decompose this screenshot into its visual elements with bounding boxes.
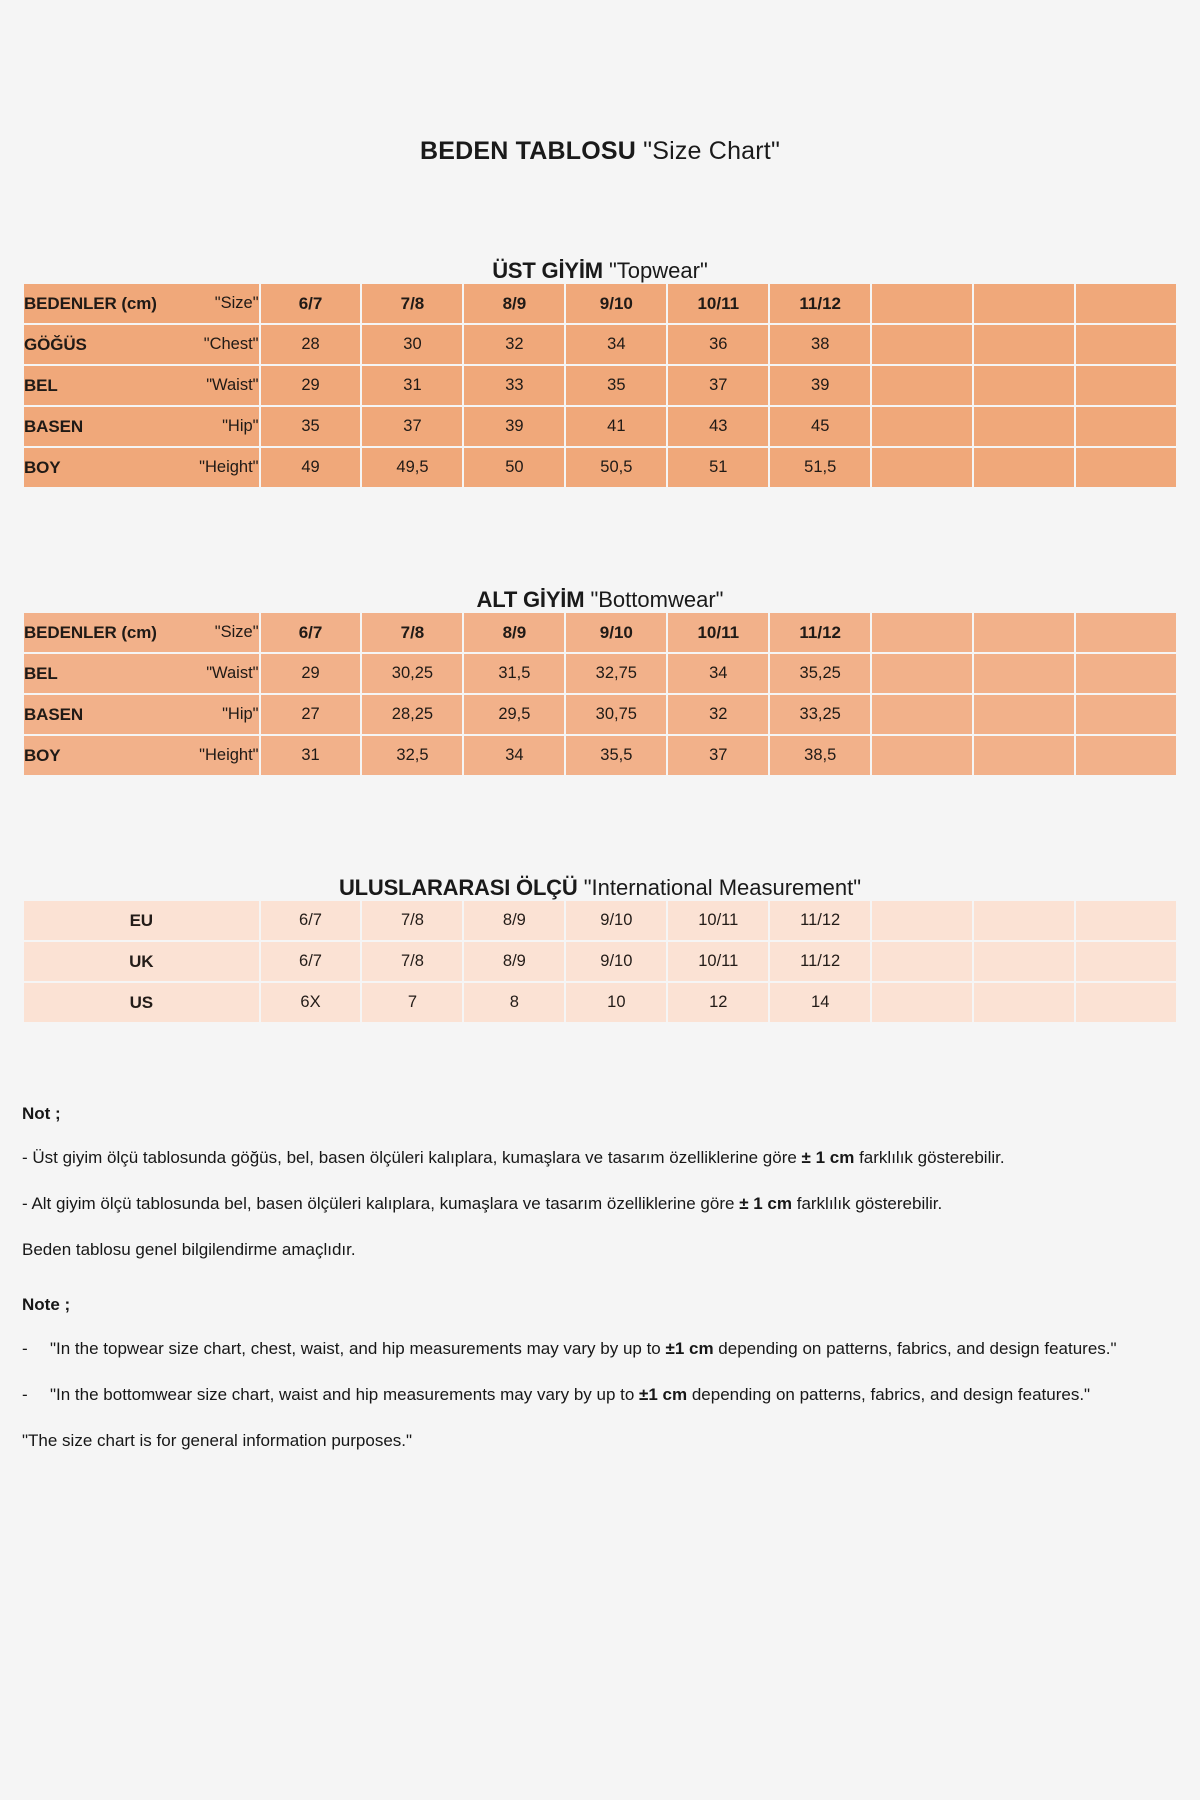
- international-size-table: [22, 899, 1178, 1024]
- topwear-title-english: "Topwear": [609, 258, 708, 283]
- table-row: [24, 983, 1176, 1022]
- region-label-cell: [24, 983, 259, 1022]
- row-label-cell: [24, 654, 259, 693]
- measurement-cell: 28,25: [362, 695, 462, 734]
- empty-cell: [1076, 448, 1176, 487]
- row-label-english: "Hip": [222, 417, 259, 435]
- empty-cell: [974, 613, 1074, 652]
- table-row: [24, 695, 1176, 734]
- measurement-cell: 38,5: [770, 736, 870, 775]
- measurement-cell: 34: [566, 325, 666, 364]
- empty-cell: [974, 325, 1074, 364]
- bullet-dash-icon: -: [22, 1338, 28, 1358]
- row-label-wrap: [24, 376, 259, 396]
- bottomwear-size-table: [22, 611, 1178, 777]
- empty-cell: [872, 366, 972, 405]
- row-label-turkish: BOY: [24, 745, 61, 765]
- measurement-cell: 45: [770, 407, 870, 446]
- empty-cell: [872, 901, 972, 940]
- header-label-cell: [24, 613, 259, 652]
- note-en-item-2: [22, 1383, 1178, 1407]
- measurement-cell: 41: [566, 407, 666, 446]
- header-size-cell: 11/12: [770, 284, 870, 323]
- table-row: [24, 325, 1176, 364]
- measurement-cell: 32,5: [362, 736, 462, 775]
- measurement-cell: 35,5: [566, 736, 666, 775]
- empty-cell: [974, 448, 1074, 487]
- measurement-cell: 37: [668, 366, 768, 405]
- header-size-cell: 10/11: [668, 613, 768, 652]
- page-title: [22, 0, 1178, 164]
- table-row: [24, 901, 1176, 940]
- empty-cell: [872, 942, 972, 981]
- empty-cell: [1076, 366, 1176, 405]
- row-label-wrap: [24, 294, 259, 314]
- row-label-turkish: BEDENLER (cm): [24, 622, 157, 642]
- measurement-cell: 31: [261, 736, 361, 775]
- measurement-cell: 36: [668, 325, 768, 364]
- topwear-size-table: [22, 282, 1178, 489]
- empty-cell: [974, 654, 1074, 693]
- table-row: [24, 448, 1176, 487]
- note-tr-1-emphasis: ± 1 cm: [801, 1148, 855, 1168]
- table-row: [24, 407, 1176, 446]
- empty-cell: [1076, 325, 1176, 364]
- empty-cell: [1076, 284, 1176, 323]
- note-en-item-1: [22, 1337, 1178, 1361]
- region-label: UK: [129, 951, 154, 971]
- measurement-cell: 49: [261, 448, 361, 487]
- measurement-cell: 31,5: [464, 654, 564, 693]
- table-row: [24, 366, 1176, 405]
- bullet-dash-icon: -: [22, 1384, 28, 1404]
- note-tr-item-1: [22, 1146, 1178, 1170]
- empty-cell: [1076, 983, 1176, 1022]
- measurement-cell: 32: [668, 695, 768, 734]
- size-equivalent-cell: 11/12: [770, 942, 870, 981]
- note-tr-1-text-b: farklılık gösterebilir.: [854, 1148, 1005, 1168]
- row-label-cell: [24, 407, 259, 446]
- row-label-turkish: BEL: [24, 375, 58, 395]
- size-equivalent-cell: 8/9: [464, 942, 564, 981]
- row-label-cell: [24, 695, 259, 734]
- measurement-cell: 29: [261, 654, 361, 693]
- note-tr-2-text-b: farklılık gösterebilir.: [792, 1194, 943, 1214]
- size-equivalent-cell: 7: [362, 983, 462, 1022]
- measurement-cell: 34: [668, 654, 768, 693]
- measurement-cell: 35,25: [770, 654, 870, 693]
- empty-cell: [872, 613, 972, 652]
- empty-cell: [872, 448, 972, 487]
- measurement-cell: 35: [566, 366, 666, 405]
- note-tr-1-text-a: - Üst giyim ölçü tablosunda göğüs, bel, basen ölçüleri kalıplara, kumaşlara ve tasarım özelliklerine göre: [22, 1148, 802, 1168]
- header-label-cell: [24, 284, 259, 323]
- topwear-section-title: [22, 164, 1178, 282]
- region-label: EU: [129, 910, 153, 930]
- measurement-cell: 39: [464, 407, 564, 446]
- empty-cell: [974, 901, 1074, 940]
- table-row: [24, 736, 1176, 775]
- header-size-cell: 7/8: [362, 284, 462, 323]
- measurement-cell: 31: [362, 366, 462, 405]
- region-label: US: [129, 992, 153, 1012]
- note-en-1-text: [50, 1337, 1178, 1361]
- empty-cell: [1076, 654, 1176, 693]
- empty-cell: [1076, 695, 1176, 734]
- measurement-cell: 43: [668, 407, 768, 446]
- empty-cell: [1076, 736, 1176, 775]
- empty-cell: [974, 695, 1074, 734]
- measurement-cell: 30: [362, 325, 462, 364]
- empty-cell: [1076, 942, 1176, 981]
- empty-cell: [974, 407, 1074, 446]
- bottomwear-table-body: [24, 613, 1176, 775]
- empty-cell: [872, 736, 972, 775]
- empty-cell: [974, 284, 1074, 323]
- measurement-cell: 39: [770, 366, 870, 405]
- table-header-row: [24, 284, 1176, 323]
- row-label-wrap: [24, 417, 259, 437]
- row-label-cell: [24, 736, 259, 775]
- row-label-cell: [24, 325, 259, 364]
- row-label-english: "Size": [214, 623, 259, 641]
- empty-cell: [872, 983, 972, 1022]
- size-equivalent-cell: 9/10: [566, 942, 666, 981]
- row-label-turkish: GÖĞÜS: [24, 334, 87, 354]
- table-row: [24, 942, 1176, 981]
- size-equivalent-cell: 10/11: [668, 901, 768, 940]
- empty-cell: [872, 407, 972, 446]
- size-equivalent-cell: 6X: [261, 983, 361, 1022]
- row-label-turkish: BASEN: [24, 416, 84, 436]
- bottomwear-title-english: "Bottomwear": [590, 587, 724, 612]
- row-label-wrap: [24, 705, 259, 725]
- header-size-cell: 11/12: [770, 613, 870, 652]
- empty-cell: [872, 654, 972, 693]
- row-label-turkish: BASEN: [24, 704, 84, 724]
- row-label-turkish: BOY: [24, 457, 61, 477]
- row-label-wrap: [24, 746, 259, 766]
- measurement-cell: 33,25: [770, 695, 870, 734]
- header-size-cell: 6/7: [261, 284, 361, 323]
- row-label-turkish: BEDENLER (cm): [24, 293, 157, 313]
- measurement-cell: 37: [668, 736, 768, 775]
- note-tr-2-emphasis: ± 1 cm: [739, 1194, 792, 1214]
- header-size-cell: 8/9: [464, 613, 564, 652]
- empty-cell: [1076, 901, 1176, 940]
- row-label-english: "Hip": [222, 705, 259, 723]
- header-size-cell: 9/10: [566, 284, 666, 323]
- size-equivalent-cell: 8: [464, 983, 564, 1022]
- region-label-cell: [24, 942, 259, 981]
- empty-cell: [974, 942, 1074, 981]
- measurement-cell: 37: [362, 407, 462, 446]
- note-en-2-emphasis: ±1 cm: [639, 1384, 688, 1404]
- note-tr-item-2: [22, 1192, 1178, 1216]
- measurement-cell: 51,5: [770, 448, 870, 487]
- row-label-cell: [24, 366, 259, 405]
- measurement-cell: 30,75: [566, 695, 666, 734]
- measurement-cell: 49,5: [362, 448, 462, 487]
- measurement-cell: 50,5: [566, 448, 666, 487]
- row-label-wrap: [24, 335, 259, 355]
- size-equivalent-cell: 8/9: [464, 901, 564, 940]
- international-title-english: "International Measurement": [583, 875, 862, 900]
- measurement-cell: 30,25: [362, 654, 462, 693]
- topwear-table-body: [24, 284, 1176, 487]
- measurement-cell: 32,75: [566, 654, 666, 693]
- size-equivalent-cell: 11/12: [770, 901, 870, 940]
- measurement-cell: 32: [464, 325, 564, 364]
- note-en-1-emphasis: ±1 cm: [665, 1338, 714, 1358]
- row-label-english: "Waist": [206, 664, 259, 682]
- header-size-cell: 6/7: [261, 613, 361, 652]
- measurement-cell: 33: [464, 366, 564, 405]
- international-section-title: [22, 877, 1178, 899]
- note-en-1-text-a: "In the topwear size chart, chest, waist, and hip measurements may vary by up to: [50, 1338, 666, 1358]
- international-table-body: [24, 901, 1176, 1022]
- row-label-english: "Height": [199, 746, 259, 764]
- topwear-title-turkish: ÜST GİYİM: [492, 258, 603, 283]
- measurement-cell: 34: [464, 736, 564, 775]
- size-equivalent-cell: 7/8: [362, 942, 462, 981]
- measurement-cell: 29: [261, 366, 361, 405]
- note-en-2-text-a: "In the bottomwear size chart, waist and hip measurements may vary by up to: [50, 1384, 640, 1404]
- size-equivalent-cell: 14: [770, 983, 870, 1022]
- size-equivalent-cell: 10: [566, 983, 666, 1022]
- empty-cell: [974, 983, 1074, 1022]
- size-equivalent-cell: 6/7: [261, 901, 361, 940]
- page-title-english: "Size Chart": [643, 137, 781, 165]
- empty-cell: [872, 695, 972, 734]
- row-label-wrap: [24, 458, 259, 478]
- table-row: [24, 654, 1176, 693]
- empty-cell: [1076, 407, 1176, 446]
- notes-section: [22, 1024, 1178, 1453]
- empty-cell: [872, 325, 972, 364]
- empty-cell: [1076, 613, 1176, 652]
- note-en-item-3: "The size chart is for general information purposes.": [22, 1430, 413, 1450]
- measurement-cell: 51: [668, 448, 768, 487]
- header-size-cell: 9/10: [566, 613, 666, 652]
- measurement-cell: 28: [261, 325, 361, 364]
- header-size-cell: 8/9: [464, 284, 564, 323]
- row-label-wrap: [24, 623, 259, 643]
- notes-english-heading: Note ;: [22, 1294, 71, 1314]
- size-equivalent-cell: 12: [668, 983, 768, 1022]
- note-tr-2-text-a: - Alt giyim ölçü tablosunda bel, basen ölçüleri kalıplara, kumaşlara ve tasarım özelliklerine göre: [22, 1194, 740, 1214]
- bottomwear-title-turkish: ALT GİYİM: [476, 587, 585, 612]
- size-equivalent-cell: 7/8: [362, 901, 462, 940]
- row-label-turkish: BEL: [24, 663, 58, 683]
- empty-cell: [974, 366, 1074, 405]
- measurement-cell: 35: [261, 407, 361, 446]
- region-label-cell: [24, 901, 259, 940]
- bottomwear-section-title: [22, 589, 1178, 611]
- note-en-1-text-b: depending on patterns, fabrics, and design features.": [713, 1338, 1117, 1358]
- international-title-turkish: ULUSLARARASI ÖLÇÜ: [338, 875, 578, 900]
- spacer-topwear-bottomwear: [22, 489, 1178, 589]
- size-equivalent-cell: 10/11: [668, 942, 768, 981]
- row-label-english: "Waist": [206, 376, 259, 394]
- empty-cell: [974, 736, 1074, 775]
- page-title-turkish: BEDEN TABLOSU: [419, 137, 636, 165]
- row-label-english: "Chest": [203, 335, 259, 353]
- spacer-bottomwear-international: [22, 777, 1178, 877]
- header-size-cell: 10/11: [668, 284, 768, 323]
- measurement-cell: 38: [770, 325, 870, 364]
- row-label-english: "Size": [214, 294, 259, 312]
- row-label-wrap: [24, 664, 259, 684]
- note-en-2-text: [50, 1383, 1178, 1407]
- size-equivalent-cell: 9/10: [566, 901, 666, 940]
- measurement-cell: 27: [261, 695, 361, 734]
- row-label-cell: [24, 448, 259, 487]
- table-header-row: [24, 613, 1176, 652]
- size-equivalent-cell: 6/7: [261, 942, 361, 981]
- header-size-cell: 7/8: [362, 613, 462, 652]
- measurement-cell: 50: [464, 448, 564, 487]
- note-en-2-text-b: depending on patterns, fabrics, and design features.": [687, 1384, 1091, 1404]
- measurement-cell: 29,5: [464, 695, 564, 734]
- empty-cell: [872, 284, 972, 323]
- row-label-english: "Height": [199, 458, 259, 476]
- notes-turkish-heading: Not ;: [22, 1104, 61, 1123]
- note-tr-item-3: Beden tablosu genel bilgilendirme amaçlıdır.: [22, 1240, 356, 1260]
